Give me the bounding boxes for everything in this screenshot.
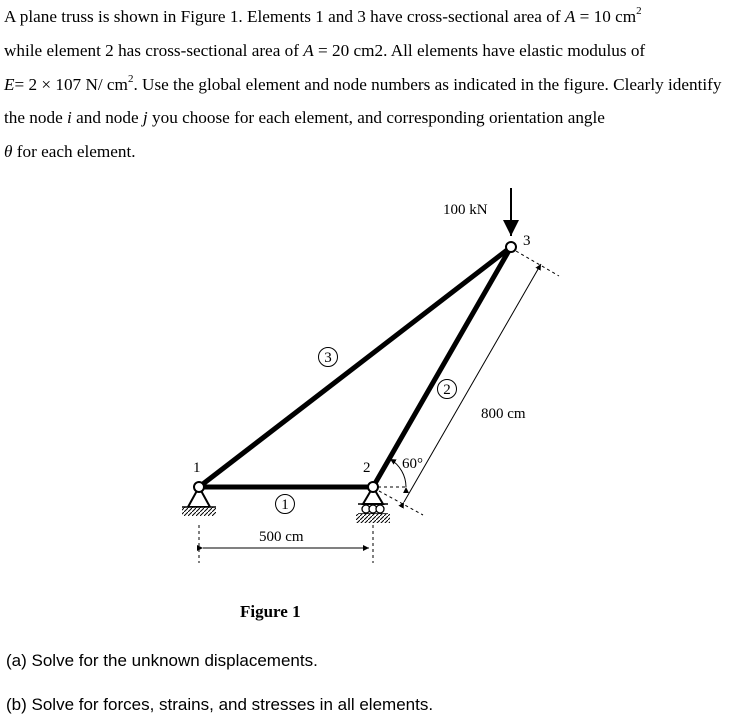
inclined-dimension-label: 800 cm [481,406,526,422]
node-2-label: 2 [363,460,371,476]
node-2 [368,482,378,492]
figure-caption: Figure 1 [240,602,301,621]
node-3 [506,242,516,252]
node-1-label: 1 [193,460,201,476]
var-a-2: A [303,40,314,60]
node-1 [194,482,204,492]
and-node-text: and node [71,108,143,128]
instructions-text: . Use the global element and node numbers as indicated in the figure. Clearly identify the node [4,74,722,128]
var-i: i [67,108,72,128]
modulus-text: = 2 × 107 N/ cm [14,74,128,94]
element-1-label: 1 [281,497,289,513]
question-a: (a) Solve for the unknown displacements. [6,651,318,670]
area-1-3-text: = 10 cm [575,7,637,26]
element-3-bar [199,247,511,487]
horizontal-dimension-label: 500 cm [259,529,304,545]
area-2-text: = 20 cm2. All elements have elastic modulus of [313,40,646,60]
superscript-2: 2 [636,5,642,18]
node-3-label: 3 [523,233,531,249]
element-2-bar [373,247,511,487]
intro-text: A plane truss is shown in Figure 1. Elements 1 and 3 have cross-sectional area of [4,7,565,26]
var-j: j [142,108,148,128]
inclined-dimension [379,251,559,515]
var-e: E [4,74,15,94]
orientation-text: you choose for each element, and corresponding orientation angle [147,108,605,128]
element-3-label: 3 [324,350,332,366]
element-2-text: while element 2 has cross-sectional area of [4,40,304,60]
question-b: (b) Solve for forces, strains, and stresses in all elements. [6,695,434,714]
var-theta: θ [4,142,13,162]
var-a: A [564,7,576,26]
angle-label: 60° [402,456,423,472]
load-label: 100 kN [443,202,488,218]
superscript-2b: 2 [127,72,134,85]
each-element-text: for each element. [12,142,136,162]
element-2-label: 2 [443,382,451,398]
